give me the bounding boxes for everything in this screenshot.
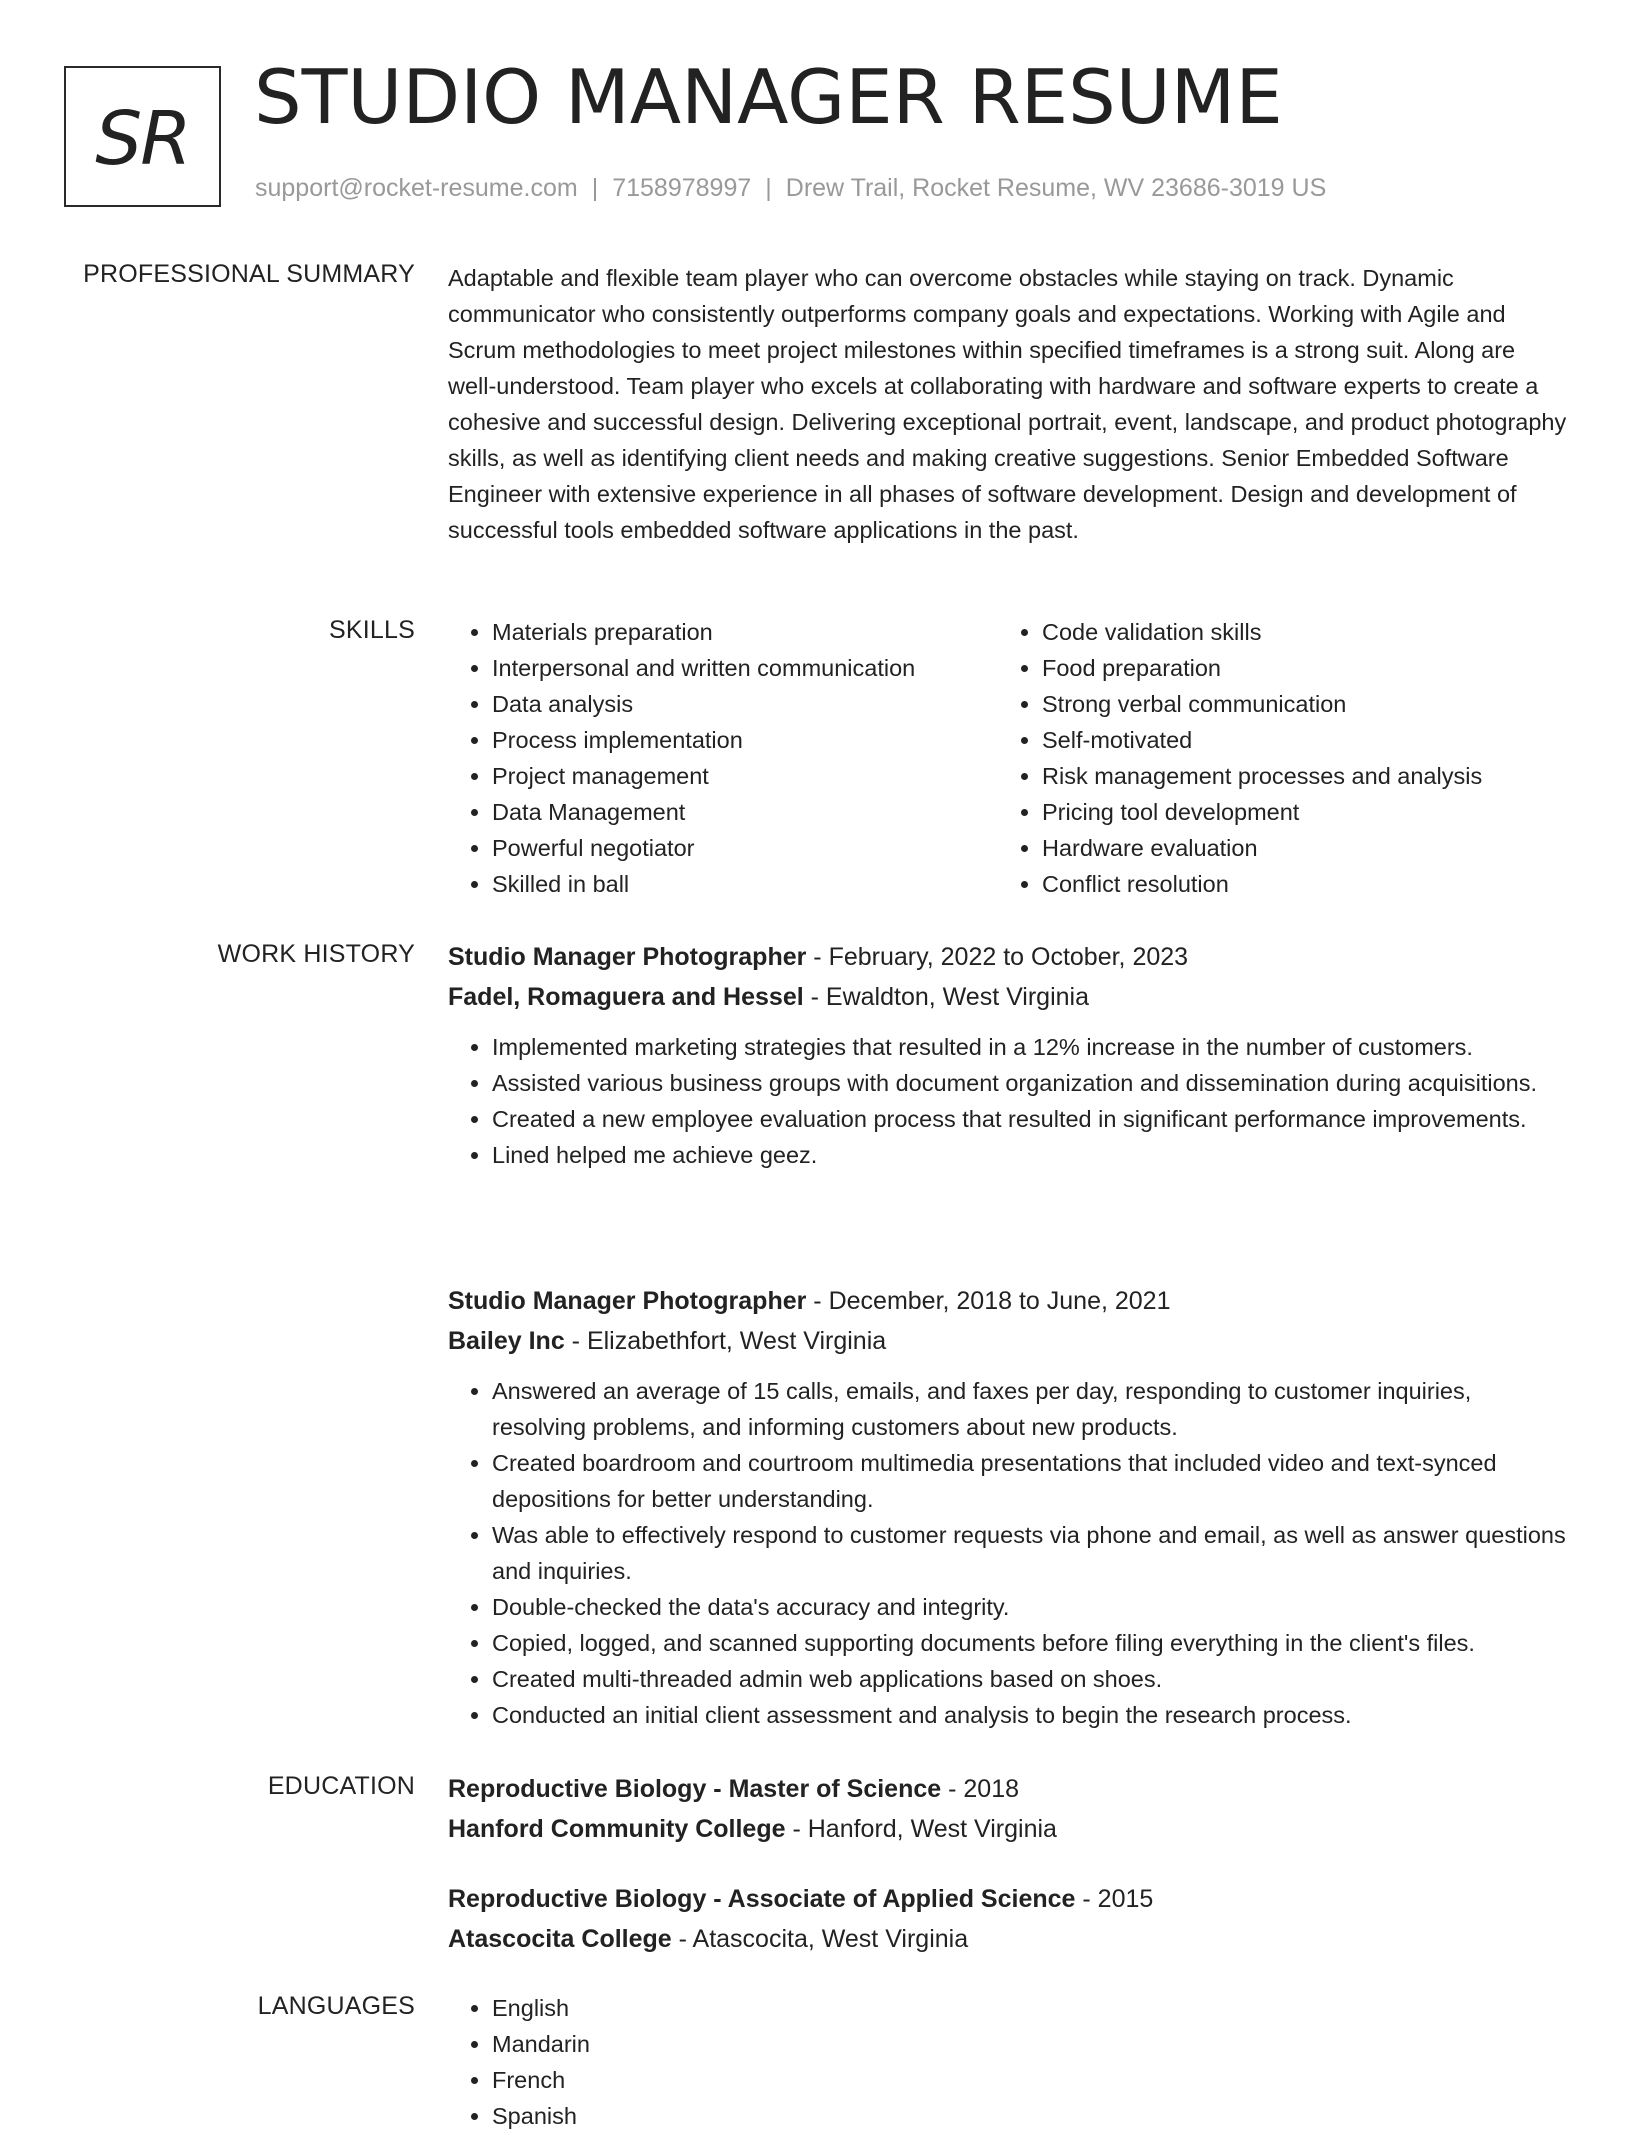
skills-column-right bbox=[998, 614, 1548, 902]
job-bullet: • Double-checked the data's accuracy and integrity. bbox=[492, 1589, 1568, 1625]
job-bullet: • Copied, logged, and scanned supporting documents before filing everything in the client's files. bbox=[492, 1625, 1568, 1661]
contact-line bbox=[255, 174, 1326, 203]
job-bullet: • Was able to effectively respond to customer requests via phone and email, as well as answer questions and inquiries. bbox=[492, 1517, 1568, 1589]
degree-line bbox=[448, 1769, 1568, 1809]
skills-column-left bbox=[448, 614, 998, 902]
job-entry bbox=[448, 937, 1568, 1173]
education-entry bbox=[448, 1879, 1568, 1959]
skill-item: • Conflict resolution bbox=[1042, 866, 1548, 902]
school-line bbox=[448, 1919, 1568, 1959]
monogram-box bbox=[64, 66, 221, 207]
language-item: • Spanish bbox=[492, 2098, 1568, 2134]
skill-item: • Code validation skills bbox=[1042, 614, 1548, 650]
skill-item: • Data analysis bbox=[492, 686, 998, 722]
job-bullet: • Lined helped me achieve geez. bbox=[492, 1137, 1568, 1173]
section-label-education: EDUCATION bbox=[267, 1772, 415, 1800]
skill-item: • Strong verbal communication bbox=[1042, 686, 1548, 722]
job-location: - Ewaldton, West Virginia bbox=[803, 983, 1090, 1011]
job-title: Studio Manager Photographer bbox=[448, 943, 807, 971]
job-company: Fadel, Romaguera and Hessel bbox=[448, 983, 804, 1011]
contact-phone[interactable]: 7158978997 bbox=[612, 174, 752, 202]
school-location: - Atascocita, West Virginia bbox=[671, 1925, 969, 1953]
section-label-skills: SKILLS bbox=[329, 616, 415, 644]
skill-item: • Materials preparation bbox=[492, 614, 998, 650]
degree: Reproductive Biology - Master of Science bbox=[448, 1775, 942, 1803]
summary-text: Adaptable and flexible team player who can overcome obstacles while staying on track. Dynamic communicator who consistently outperforms company goals and expectations. Working with Agile and Scrum methodologies to meet project milestones within specified timeframes is a strong suit. Along are well-understood. Team player who excels at collaborating with hardware and software experts to create a cohesive and successful design. Delivering exceptional portrait, event, landscape, and product photography skills, as well as identifying client needs and making creative suggestions. Senior Embedded Software Engineer with extensive experience in all phases of software development. Design and development of successful tools embedded software applications in the past. bbox=[448, 265, 1567, 543]
skill-item: • Skilled in ball bbox=[492, 866, 998, 902]
job-bullet: • Conducted an initial client assessment and analysis to begin the research process. bbox=[492, 1697, 1568, 1733]
job-bullet: • Implemented marketing strategies that resulted in a 12% increase in the number of customers. bbox=[492, 1029, 1568, 1065]
skill-item: • Hardware evaluation bbox=[1042, 830, 1548, 866]
languages-list bbox=[448, 1990, 1568, 2134]
job-bullets bbox=[448, 1029, 1568, 1173]
school-location: - Hanford, West Virginia bbox=[785, 1815, 1057, 1843]
contact-separator: | bbox=[765, 174, 772, 202]
job-title-line bbox=[448, 1281, 1568, 1321]
contact-address: Drew Trail, Rocket Resume, WV 23686-3019 US bbox=[785, 174, 1327, 202]
job-bullet: • Answered an average of 15 calls, emails, and faxes per day, responding to customer inquiries, resolving problems, and informing customers about new products. bbox=[492, 1373, 1568, 1445]
degree: Reproductive Biology - Associate of Applied Science bbox=[448, 1885, 1076, 1913]
job-title-line bbox=[448, 937, 1568, 977]
skill-item: • Risk management processes and analysis bbox=[1042, 758, 1548, 794]
monogram-initials: SR bbox=[95, 95, 190, 182]
skill-item: • Process implementation bbox=[492, 722, 998, 758]
school-line bbox=[448, 1809, 1568, 1849]
education-entry bbox=[448, 1769, 1568, 1849]
skill-item: • Food preparation bbox=[1042, 650, 1548, 686]
skill-item: • Self-motivated bbox=[1042, 722, 1548, 758]
languages-bullets bbox=[448, 1990, 1568, 2134]
skill-item: • Data Management bbox=[492, 794, 998, 830]
skills-list bbox=[448, 614, 1568, 902]
job-bullet: • Assisted various business groups with document organization and dissemination during acquisitions. bbox=[492, 1065, 1568, 1101]
section-label-work-history: WORK HISTORY bbox=[217, 940, 415, 968]
skill-item: • Project management bbox=[492, 758, 998, 794]
contact-email[interactable]: support@rocket-resume.com bbox=[255, 174, 578, 202]
job-dates: - February, 2022 to October, 2023 bbox=[806, 943, 1189, 971]
skill-item: • Pricing tool development bbox=[1042, 794, 1548, 830]
section-label-languages: LANGUAGES bbox=[257, 1992, 415, 2020]
degree-line bbox=[448, 1879, 1568, 1919]
job-bullets bbox=[448, 1373, 1568, 1733]
skill-item: • Interpersonal and written communication bbox=[492, 650, 998, 686]
job-bullet: • Created a new employee evaluation process that resulted in significant performance improvements. bbox=[492, 1101, 1568, 1137]
contact-separator: | bbox=[591, 174, 599, 202]
graduation-year: - 2015 bbox=[1075, 1885, 1154, 1913]
graduation-year: - 2018 bbox=[941, 1775, 1020, 1803]
job-company: Bailey Inc bbox=[448, 1327, 565, 1355]
job-title: Studio Manager Photographer bbox=[448, 1287, 807, 1315]
job-bullet: • Created boardroom and courtroom multimedia presentations that included video and text-synced depositions for better understanding. bbox=[492, 1445, 1568, 1517]
language-item: • Mandarin bbox=[492, 2026, 1568, 2062]
resume-title: STUDIO MANAGER RESUME bbox=[254, 53, 1283, 141]
school: Atascocita College bbox=[448, 1925, 672, 1953]
job-dates: - December, 2018 to June, 2021 bbox=[806, 1287, 1171, 1315]
skill-item: • Powerful negotiator bbox=[492, 830, 998, 866]
job-entry bbox=[448, 1281, 1568, 1733]
job-company-line bbox=[448, 1321, 1568, 1361]
job-bullet: • Created multi-threaded admin web applications based on shoes. bbox=[492, 1661, 1568, 1697]
job-company-line bbox=[448, 977, 1568, 1017]
language-item: • English bbox=[492, 1990, 1568, 2026]
job-location: - Elizabethfort, West Virginia bbox=[564, 1327, 887, 1355]
section-label-summary: PROFESSIONAL SUMMARY bbox=[83, 260, 415, 288]
school: Hanford Community College bbox=[448, 1815, 786, 1843]
language-item: • French bbox=[492, 2062, 1568, 2098]
